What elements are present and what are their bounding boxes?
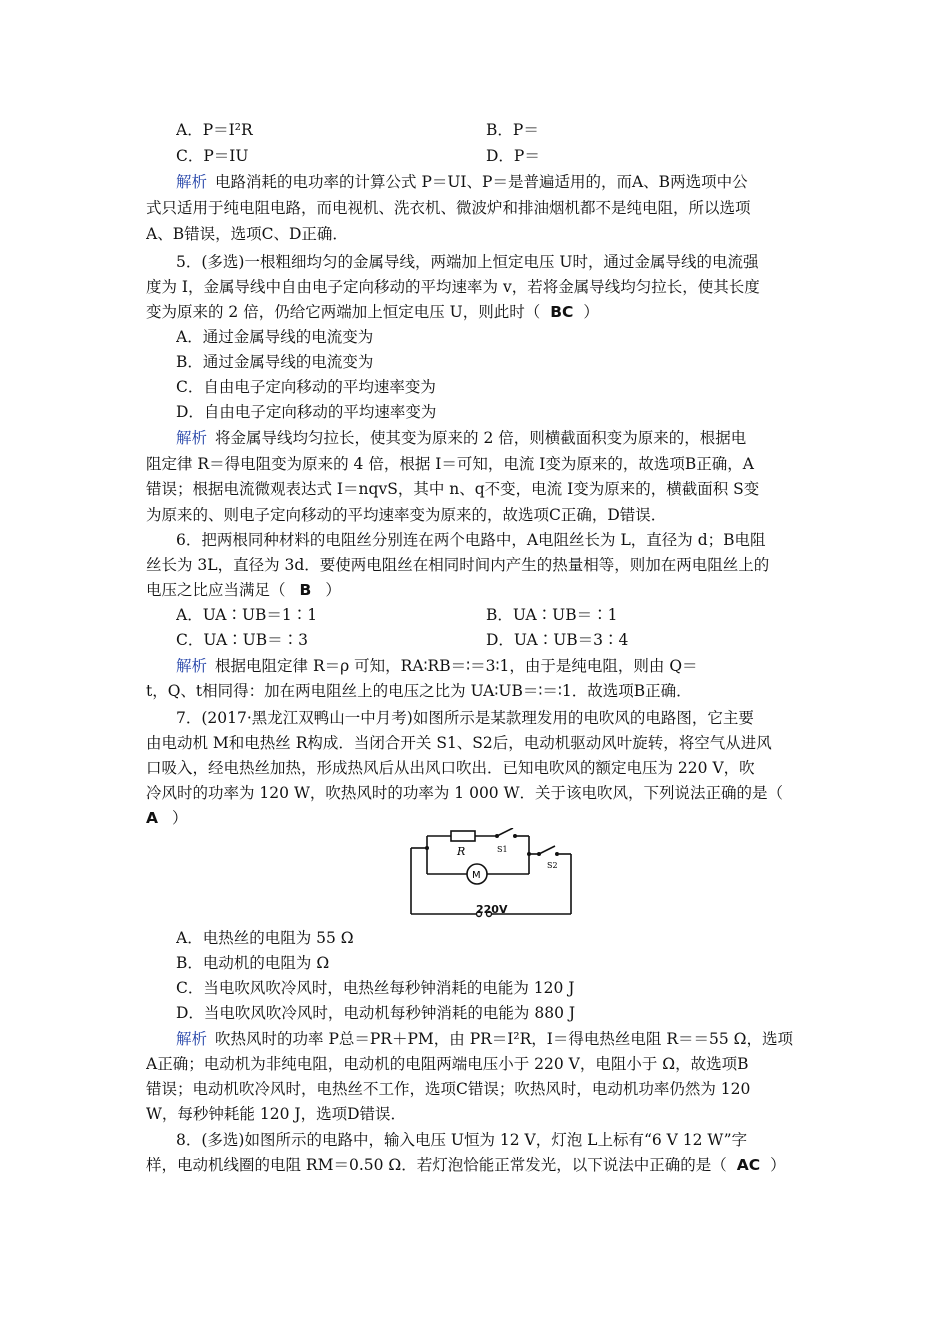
q7-stem-line: 由电动机 M和电热丝 R构成．当闭合开关 S1、S2后，电动机驱动风叶旋转，将空气从进风: [146, 734, 772, 752]
explanation-tag: 解析: [176, 1030, 208, 1048]
switch-s1-label: S1: [497, 845, 508, 854]
q5-explanation-line: 阻定律 R＝得电阻变为原来的 4 倍，根据 I＝可知，电流 I变为原来的，故选项B正确，A: [146, 455, 754, 473]
voltage-label: 220V: [476, 903, 508, 916]
q5-stem-text: 变为原来的 2 倍，仍给它两端加上恒定电压 U，则此时（: [146, 303, 541, 321]
q5-explanation-line: 错误；根据电流微观表达式 I＝nqvS，其中 n、q不变，电流 I变为原来的，横截面积 S变: [146, 480, 760, 498]
resistor-label: R: [457, 845, 466, 858]
q7-answer: A: [146, 809, 158, 827]
q5-answer: BC: [550, 303, 574, 321]
q6-option-a: A．UA∶UB＝1∶1: [176, 606, 318, 624]
q7-stem-line: 冷风时的功率为 120 W，吹热风时的功率为 1 000 W．关于该电吹风，下列说法正确的是（: [146, 784, 784, 802]
q4-option-b: B．P＝: [486, 121, 539, 139]
q5-option-c: C．自由电子定向移动的平均速率变为: [176, 378, 436, 396]
q5-option-d: D．自由电子定向移动的平均速率变为: [176, 403, 437, 421]
q7-option-c: C．当电吹风吹冷风时，电热丝每秒钟消耗的电能为 120 J: [176, 979, 575, 997]
q4-option-a: A．P＝I²R: [176, 121, 253, 139]
q5-explanation-line: 为原来的、则电子定向移动的平均速率变为原来的，故选项C正确，D错误．: [146, 506, 667, 524]
motor-label: M: [472, 870, 481, 881]
q7-explanation-line: [176, 1027, 836, 1052]
q7-explanation-line: 错误；电动机吹冷风时，电热丝不工作，选项C错误；吹热风时，电动机功率仍然为 120: [146, 1080, 751, 1098]
q4-explanation-line: A、B错误，选项C、D正确．: [146, 225, 348, 243]
q4-option-c: C．P＝IU: [176, 147, 249, 165]
q4-explanation-line: [176, 170, 836, 195]
q7-option-d: D．当电吹风吹冷风时，电动机每秒钟消耗的电能为 880 J: [176, 1004, 576, 1022]
q6-explanation-line: [176, 654, 836, 679]
q6-stem-line: [146, 578, 806, 603]
q6-stem-close: ）: [325, 581, 341, 599]
switch-s2-label: S2: [547, 861, 558, 870]
q8-stem-line: [146, 1153, 806, 1178]
q6-explanation-line: t，Q、t相同得：加在两电阻丝上的电压之比为 UA∶UB＝∶＝∶1．故选项B正确．: [146, 682, 692, 700]
q4-option-d: D．P＝: [486, 147, 540, 165]
q5-explanation-line: [176, 426, 836, 451]
q7-stem-line: 口吸入，经电热丝加热，形成热风后从出风口吹出．已知电吹风的额定电压为 220 V，吹: [146, 759, 755, 777]
q6-explanation-text: 根据电阻定律 R＝ρ 可知，RA∶RB＝∶＝3∶1，由于是纯电阻，则由 Q＝: [215, 657, 698, 675]
q6-stem-text: 电压之比应当满足（: [146, 581, 286, 599]
q7-option-b: B．电动机的电阻为 Ω: [176, 954, 330, 972]
explanation-tag: 解析: [176, 657, 208, 675]
q8-stem-line: 8．(多选)如图所示的电路中，输入电压 U恒为 12 V，灯泡 L上标有“6 V 12 W”字: [176, 1131, 748, 1149]
q7-explanation-line: A正确；电动机为非纯电阻，电动机的电阻两端电压小于 220 V，电阻小于 Ω，故选项B: [146, 1055, 749, 1073]
q5-stem-line: 度为 I，金属导线中自由电子定向移动的平均速率为 v，若将金属导线均匀拉长，使其长度: [146, 278, 760, 296]
q8-stem-close: ）: [770, 1156, 786, 1174]
q5-stem-close: ）: [583, 303, 599, 321]
q8-answer: AC: [736, 1156, 761, 1174]
q7-explanation-line: W，每秒钟耗能 120 J，选项D错误．: [146, 1105, 407, 1123]
q5-option-b: B．通过金属导线的电流变为: [176, 353, 374, 371]
q7-option-a: A．电热丝的电阻为 55 Ω: [176, 929, 354, 947]
q4-explanation-line: 式只适用于纯电阻电路，而电视机、洗衣机、微波炉和排油烟机都不是纯电阻，所以选项: [146, 199, 751, 217]
q5-option-a: A．通过金属导线的电流变为: [176, 328, 374, 346]
q6-option-c: C．UA∶UB＝∶3: [176, 631, 308, 649]
q7-explanation-text: 吹热风时的功率 P总＝PR＋PM，由 PR＝I²R，I＝得电热丝电阻 R＝＝55 Ω，选项: [215, 1030, 794, 1048]
q6-stem-line: 丝长为 3L，直径为 3d．要使两电阻丝在相同时间内产生的热量相等，则加在两电阻丝上的: [146, 556, 770, 574]
q4-explanation-text: 电路消耗的电功率的计算公式 P＝UI、P＝是普遍适用的，而A、B两选项中公: [215, 173, 748, 191]
q5-explanation-text: 将金属导线均匀拉长，使其变为原来的 2 倍，则横截面积变为原来的，根据电: [215, 429, 747, 447]
q5-stem-line: 5．(多选)一根粗细均匀的金属导线，两端加上恒定电压 U时，通过金属导线的电流强: [176, 253, 759, 271]
q5-stem-line: [146, 300, 806, 325]
q7-stem-close: ）: [172, 809, 188, 827]
q6-option-d: D．UA∶UB＝3∶4: [486, 631, 629, 649]
q6-option-b: B．UA∶UB＝∶1: [486, 606, 618, 624]
explanation-tag: 解析: [176, 173, 208, 191]
explanation-tag: 解析: [176, 429, 208, 447]
q8-stem-text: 样，电动机线圈的电阻 RM＝0.50 Ω．若灯泡恰能正常发光，以下说法中正确的是（: [146, 1156, 727, 1174]
q7-stem-line: 7．(2017·黑龙江双鸭山一中月考)如图所示是某款理发用的电吹风的电路图，它主要: [176, 709, 754, 727]
q6-answer: B: [299, 581, 312, 599]
q6-stem-line: 6．把两根同种材料的电阻丝分别连在两个电路中，A电阻丝长为 L，直径为 d；B电阻: [176, 531, 766, 549]
